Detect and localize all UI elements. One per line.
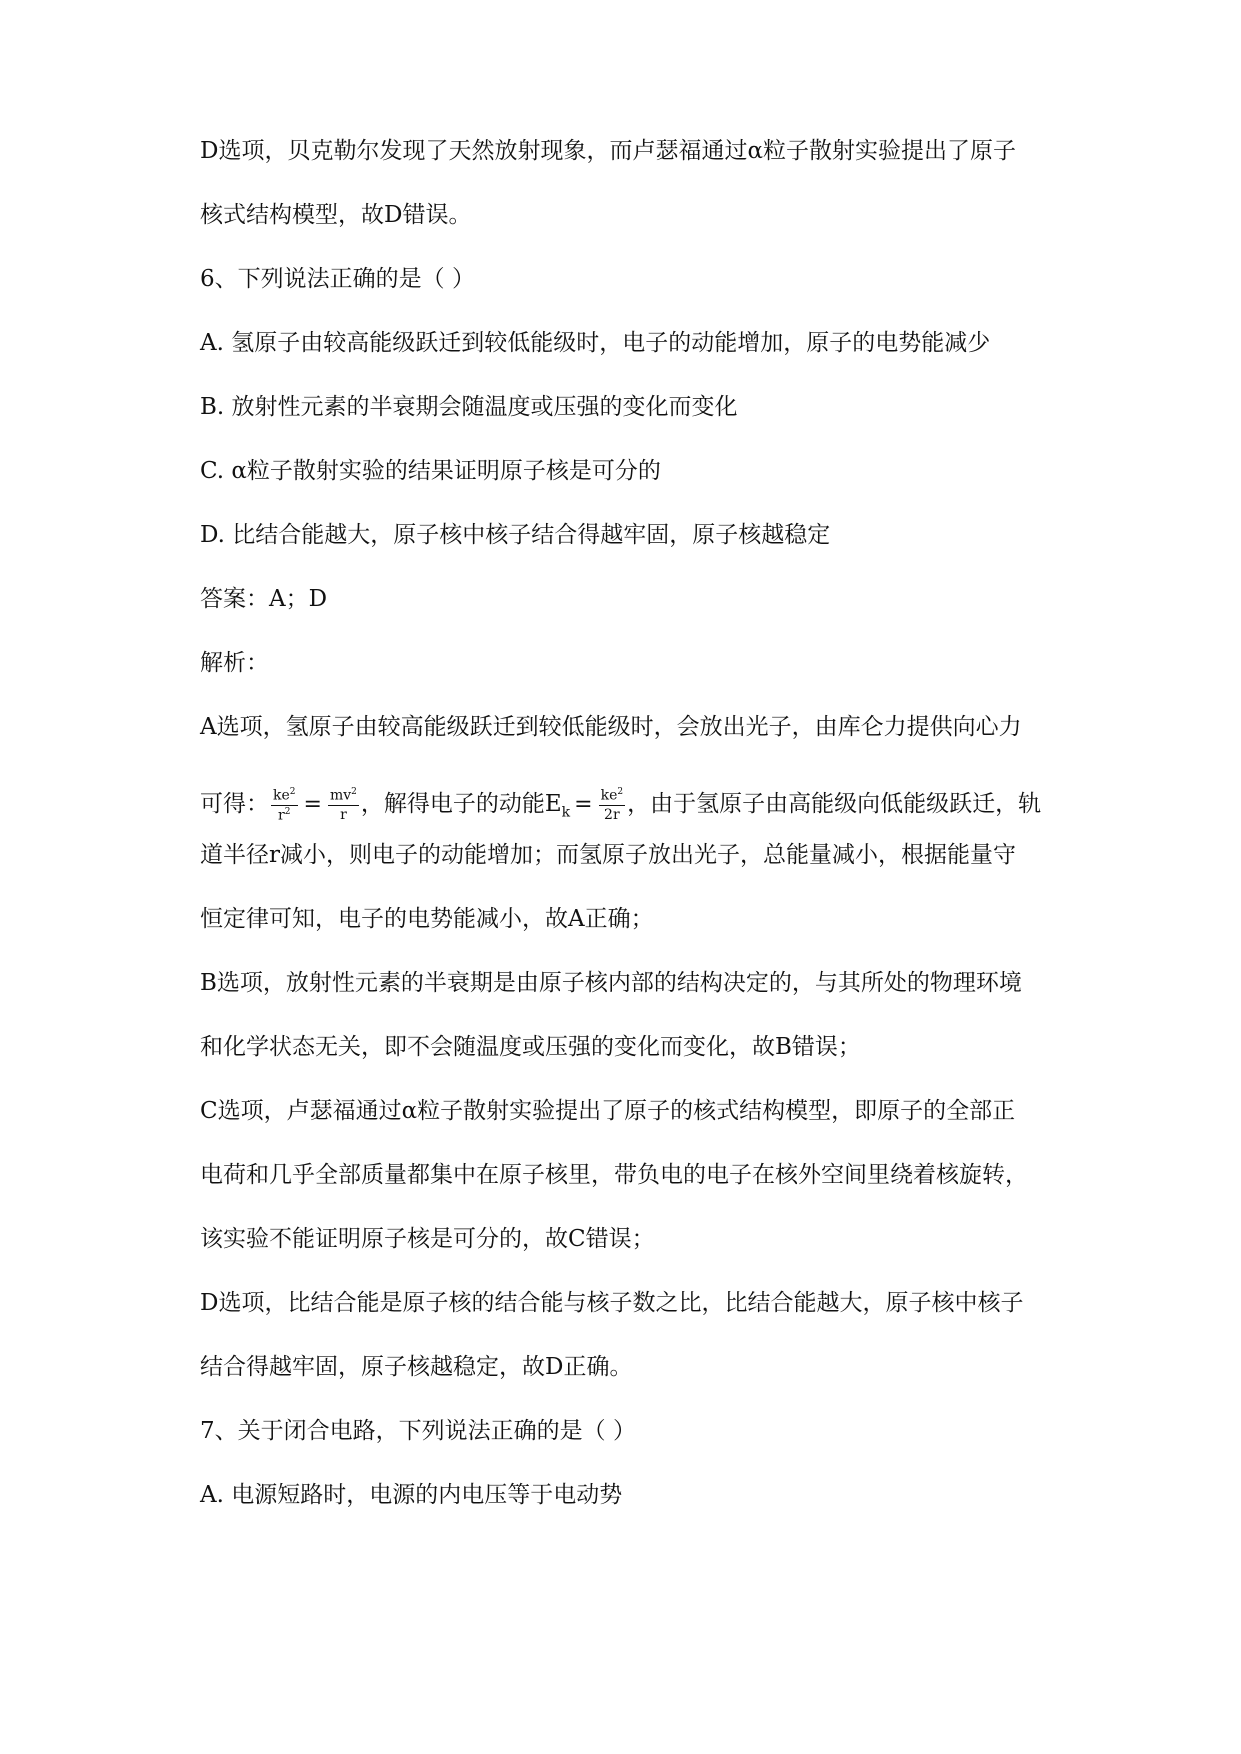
fraction-mv2-over-r: $\frac{mv^2}{r}$ (329, 787, 357, 823)
question-6-option-d: D. 比结合能越大，原子核中核子结合得越牢固，原子核越稳定 (200, 522, 831, 548)
text-line: A选项，氢原子由较高能级跃迁到较低能级时，会放出光子，由库仑力提供向心力 (200, 714, 1022, 740)
text-line: C选项，卢瑟福通过α粒子散射实验提出了原子的核式结构模型，即原子的全部正 (200, 1098, 1016, 1124)
text-line: 结合得越牢固，原子核越稳定，故D正确。 (200, 1354, 633, 1380)
answer-line: 答案：A；D (200, 586, 328, 612)
equals-sign: = (574, 792, 593, 818)
analysis-heading: 解析： (200, 650, 269, 676)
question-7-option-a: A. 电源短路时，电源的内电压等于电动势 (200, 1482, 623, 1508)
fraction-ke2-over-r2: $\frac{ke^2}{r^2}$ (273, 787, 296, 824)
text-line: 和化学状态无关，即不会随温度或压强的变化而变化，故B错误； (200, 1034, 861, 1060)
formula-middle-text: ，解得电子的动能 (360, 791, 545, 818)
text-line: 核式结构模型，故D错误。 (200, 202, 472, 228)
equals-sign: = (303, 792, 322, 818)
formula-prefix: 可得： (200, 791, 269, 818)
text-line: 恒定律可知，电子的电势能减小，故A正确； (200, 906, 654, 932)
text-line: B选项，放射性元素的半衰期是由原子核内部的结构决定的，与其所处的物理环境 (200, 970, 1022, 996)
fraction-ke2-over-2r: $\frac{ke^2}{2r}$ (600, 787, 624, 823)
formula-suffix-text: ，由于氢原子由高能级向低能级跃迁，轨 (627, 791, 1042, 818)
question-6-option-b: B. 放射性元素的半衰期会随温度或压强的变化而变化 (200, 394, 738, 420)
question-6-stem: 6、下列说法正确的是（ ） (200, 266, 475, 292)
text-line: D选项，贝克勒尔发现了天然放射现象，而卢瑟福通过α粒子散射实验提出了原子 (200, 138, 1016, 164)
text-line: D选项，比结合能是原子核的结合能与核子数之比，比结合能越大，原子核中核子 (200, 1290, 1024, 1316)
kinetic-energy-symbol: $E_k$ (544, 791, 571, 821)
question-6-option-a: A. 氢原子由较高能级跃迁到较低能级时，电子的动能增加，原子的电势能减少 (200, 330, 991, 356)
question-7-stem: 7、关于闭合电路，下列说法正确的是（ ） (200, 1418, 636, 1444)
text-line: 该实验不能证明原子核是可分的，故C错误； (200, 1226, 655, 1252)
text-line: 道半径r减小，则电子的动能增加；而氢原子放出光子，总能量减小，根据能量守 (200, 842, 1016, 868)
text-line: 电荷和几乎全部质量都集中在原子核里，带负电的电子在核外空间里绕着核旋转， (200, 1162, 1028, 1188)
formula-line (200, 788, 1041, 822)
question-6-option-c: C. α粒子散射实验的结果证明原子核是可分的 (200, 458, 661, 484)
